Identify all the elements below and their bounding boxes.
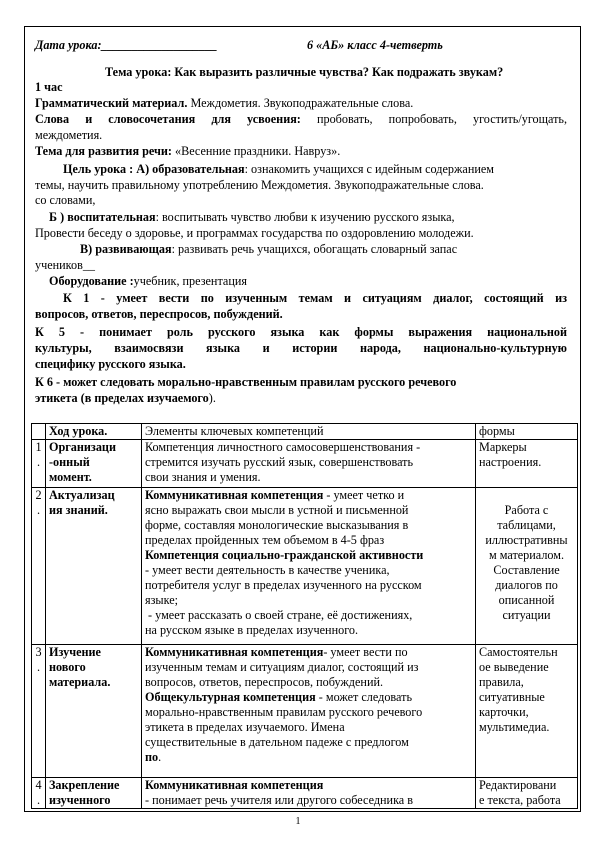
lesson-table <box>31 423 578 809</box>
equipment-label: Оборудование : <box>49 274 134 288</box>
competence-k5-line1: К 5 - понимает роль русского языка как формы выражения национальной <box>35 325 567 339</box>
upbringing-text-2: Провести беседу о здоровье, и программах государства по оздоровлению молодежи. <box>35 226 474 240</box>
stage-cell: Актуализац ия знаний. <box>46 488 142 645</box>
table-row <box>32 440 578 488</box>
class-label: 6 «АБ» класс 4-четверть <box>307 38 443 52</box>
goal-text-3: со словами, <box>35 193 96 207</box>
lesson-hours: 1 час <box>35 80 63 94</box>
table-row <box>32 488 578 645</box>
table-row <box>32 645 578 778</box>
lesson-topic: Тема урока: Как выразить различные чувства? Как подражать звукам? <box>105 65 504 79</box>
competence-k6-end: ). <box>208 391 216 405</box>
competence-k6-line1: К 6 - может следовать морально-нравственным правилам русского речевого <box>35 375 457 389</box>
speech-line <box>35 144 340 159</box>
row-number: 1 . <box>32 440 46 488</box>
forms-cell: Работа с таблицами, иллюстративны м материалом. Составление диалогов по описанной ситуации <box>476 488 578 645</box>
table-row <box>32 778 578 809</box>
competence-k6-line2 <box>35 391 216 406</box>
developing-label: В) развивающая <box>80 242 172 256</box>
stage-cell: Изучение нового материала. <box>46 645 142 778</box>
goal-line <box>63 162 494 177</box>
speech-label: Тема для развития речи: <box>35 144 172 158</box>
upbringing-label: Б ) воспитательная <box>49 210 156 224</box>
competence-k5-line3: специфику русского языка. <box>35 357 186 371</box>
competence-k5-line2: культуры, взаимосвязи языка и истории народа, национально-культурную <box>35 341 567 355</box>
words-text: пробовать, попробовать, угостить/угощать, <box>316 112 568 126</box>
elements-cell: Компетенция личностного самосовершенствования - стремится изучать русский язык, совершенствовать свои знания и умения. <box>142 440 476 488</box>
grammar-line <box>35 96 413 111</box>
forms-cell: Редактировани е текста, работа <box>476 778 578 809</box>
upbringing-line <box>49 210 455 225</box>
grammar-label: Грамматический материал. <box>35 96 188 110</box>
equipment-text: учебник, презентация <box>133 274 247 288</box>
forms-cell: Маркеры настроения. <box>476 440 578 488</box>
competence-k6-text: этикета (в пределах изучаемого <box>35 391 209 405</box>
stage-cell: Закрепление изученного <box>46 778 142 809</box>
words-label: Слова и словосочетания для усвоения: <box>35 112 301 126</box>
developing-text: : развивать речь учащихся, обогащать словарный запас <box>171 242 458 256</box>
elements-cell: Коммуникативная компетенция - умеет четко и ясно выражать свои мысли в устной и письменной форме, составляя монологические высказывания в пределах пройденных тем объемом в 4-5 фраз Компетенция социально-гражданской активности - умеет вести деятельность в качестве ученика, потребителя услуг в пределах изученного на русском языке; - умеет рассказать о своей стране, её достижениях, на русском языке в пределах изученного. <box>142 488 476 645</box>
forms-cell: Самостоятельн ое выведение правила, ситуативные карточки, мультимедиа. <box>476 645 578 778</box>
grammar-text: Междометия. Звукоподражательные слова. <box>190 96 414 110</box>
header-num-cell <box>32 424 46 440</box>
words-text-cont: междометия. <box>35 128 103 142</box>
elements-cell: Коммуникативная компетенция- умеет вести по изученным темам и ситуациям диалог, состоящий из вопросов, ответов, переспросов, побуждений. Общекультурная компетенция - может следовать морально-нравственным правилам русского речевого этикета в пределах изучаемого. Имена существительные в дательном падеже с предлогом по. <box>142 645 476 778</box>
stage-cell: Организаци -онный момент. <box>46 440 142 488</box>
developing-text-2: учеников__ <box>35 258 96 272</box>
competence-k1-line1: К 1 - умеет вести по изученным темам и ситуациям диалог, состоящий из <box>63 291 567 305</box>
developing-line <box>80 242 457 257</box>
goal-text: : ознакомить учащихся с идейным содержанием <box>244 162 494 176</box>
upbringing-text: : воспитывать чувство любви к изучению русского языка, <box>155 210 455 224</box>
goal-label: Цель урока : А) образовательная <box>63 162 245 176</box>
row-number: 3 . <box>32 645 46 778</box>
header-elements: Элементы ключевых компетенций <box>142 424 476 440</box>
header-stage: Ход урока. <box>46 424 142 440</box>
row-number: 2 . <box>32 488 46 645</box>
page-number: 1 <box>295 816 301 827</box>
goal-text-2: темы, научить правильному употреблению Междометия. Звукоподражательные слова. <box>35 178 484 192</box>
row-number: 4 . <box>32 778 46 809</box>
words-line <box>35 112 567 127</box>
speech-text: «Весенние праздники. Навруз». <box>174 144 341 158</box>
competence-k1-line2: вопросов, ответов, переспросов, побуждений. <box>35 307 283 321</box>
header-forms: формы <box>476 424 578 440</box>
equipment-line <box>49 274 247 289</box>
date-label: Дата урока:___________________ <box>35 38 218 52</box>
table-header-row <box>32 424 578 440</box>
elements-cell: Коммуникативная компетенция - понимает речь учителя или другого собеседника в <box>142 778 476 809</box>
